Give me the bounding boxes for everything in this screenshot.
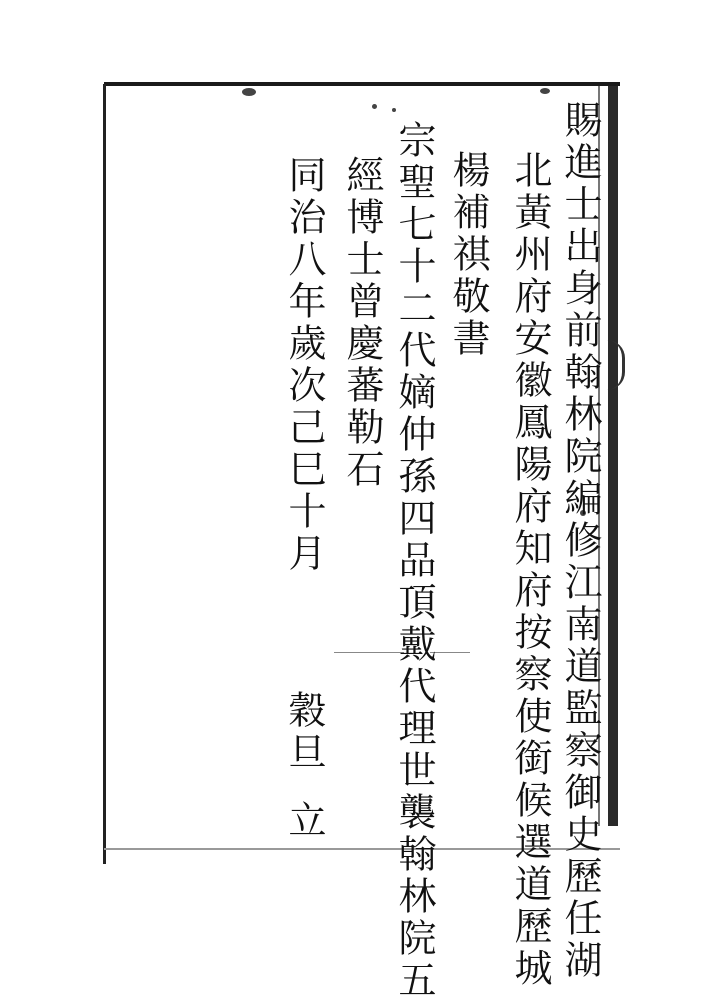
text-column-1: 賜進士出身前翰林院編修江南道監察御史歷任湖 — [558, 100, 602, 982]
ink-speck — [540, 88, 550, 94]
page-frame-top — [104, 82, 620, 86]
ink-speck — [372, 104, 377, 109]
text-column-5: 經博士曾慶蕃勒石 — [340, 155, 384, 491]
text-column-4: 宗聖七十二代嫡仲孫四品頂戴代理世襲翰林院五 — [392, 120, 436, 1002]
text-column-7: 穀旦 — [282, 690, 326, 774]
ink-speck — [242, 88, 256, 96]
page-frame-right-outer — [608, 86, 618, 826]
ink-speck — [392, 108, 396, 112]
page-frame-left — [103, 84, 106, 864]
text-column-6: 同治八年歲次己巳十月 — [282, 155, 326, 575]
text-column-2: 北黃州府安徽鳳陽府知府按察使銜候選道歷城 — [508, 150, 552, 990]
text-column-8: 立 — [282, 800, 326, 842]
text-column-3: 楊補祺敬書 — [446, 150, 490, 360]
